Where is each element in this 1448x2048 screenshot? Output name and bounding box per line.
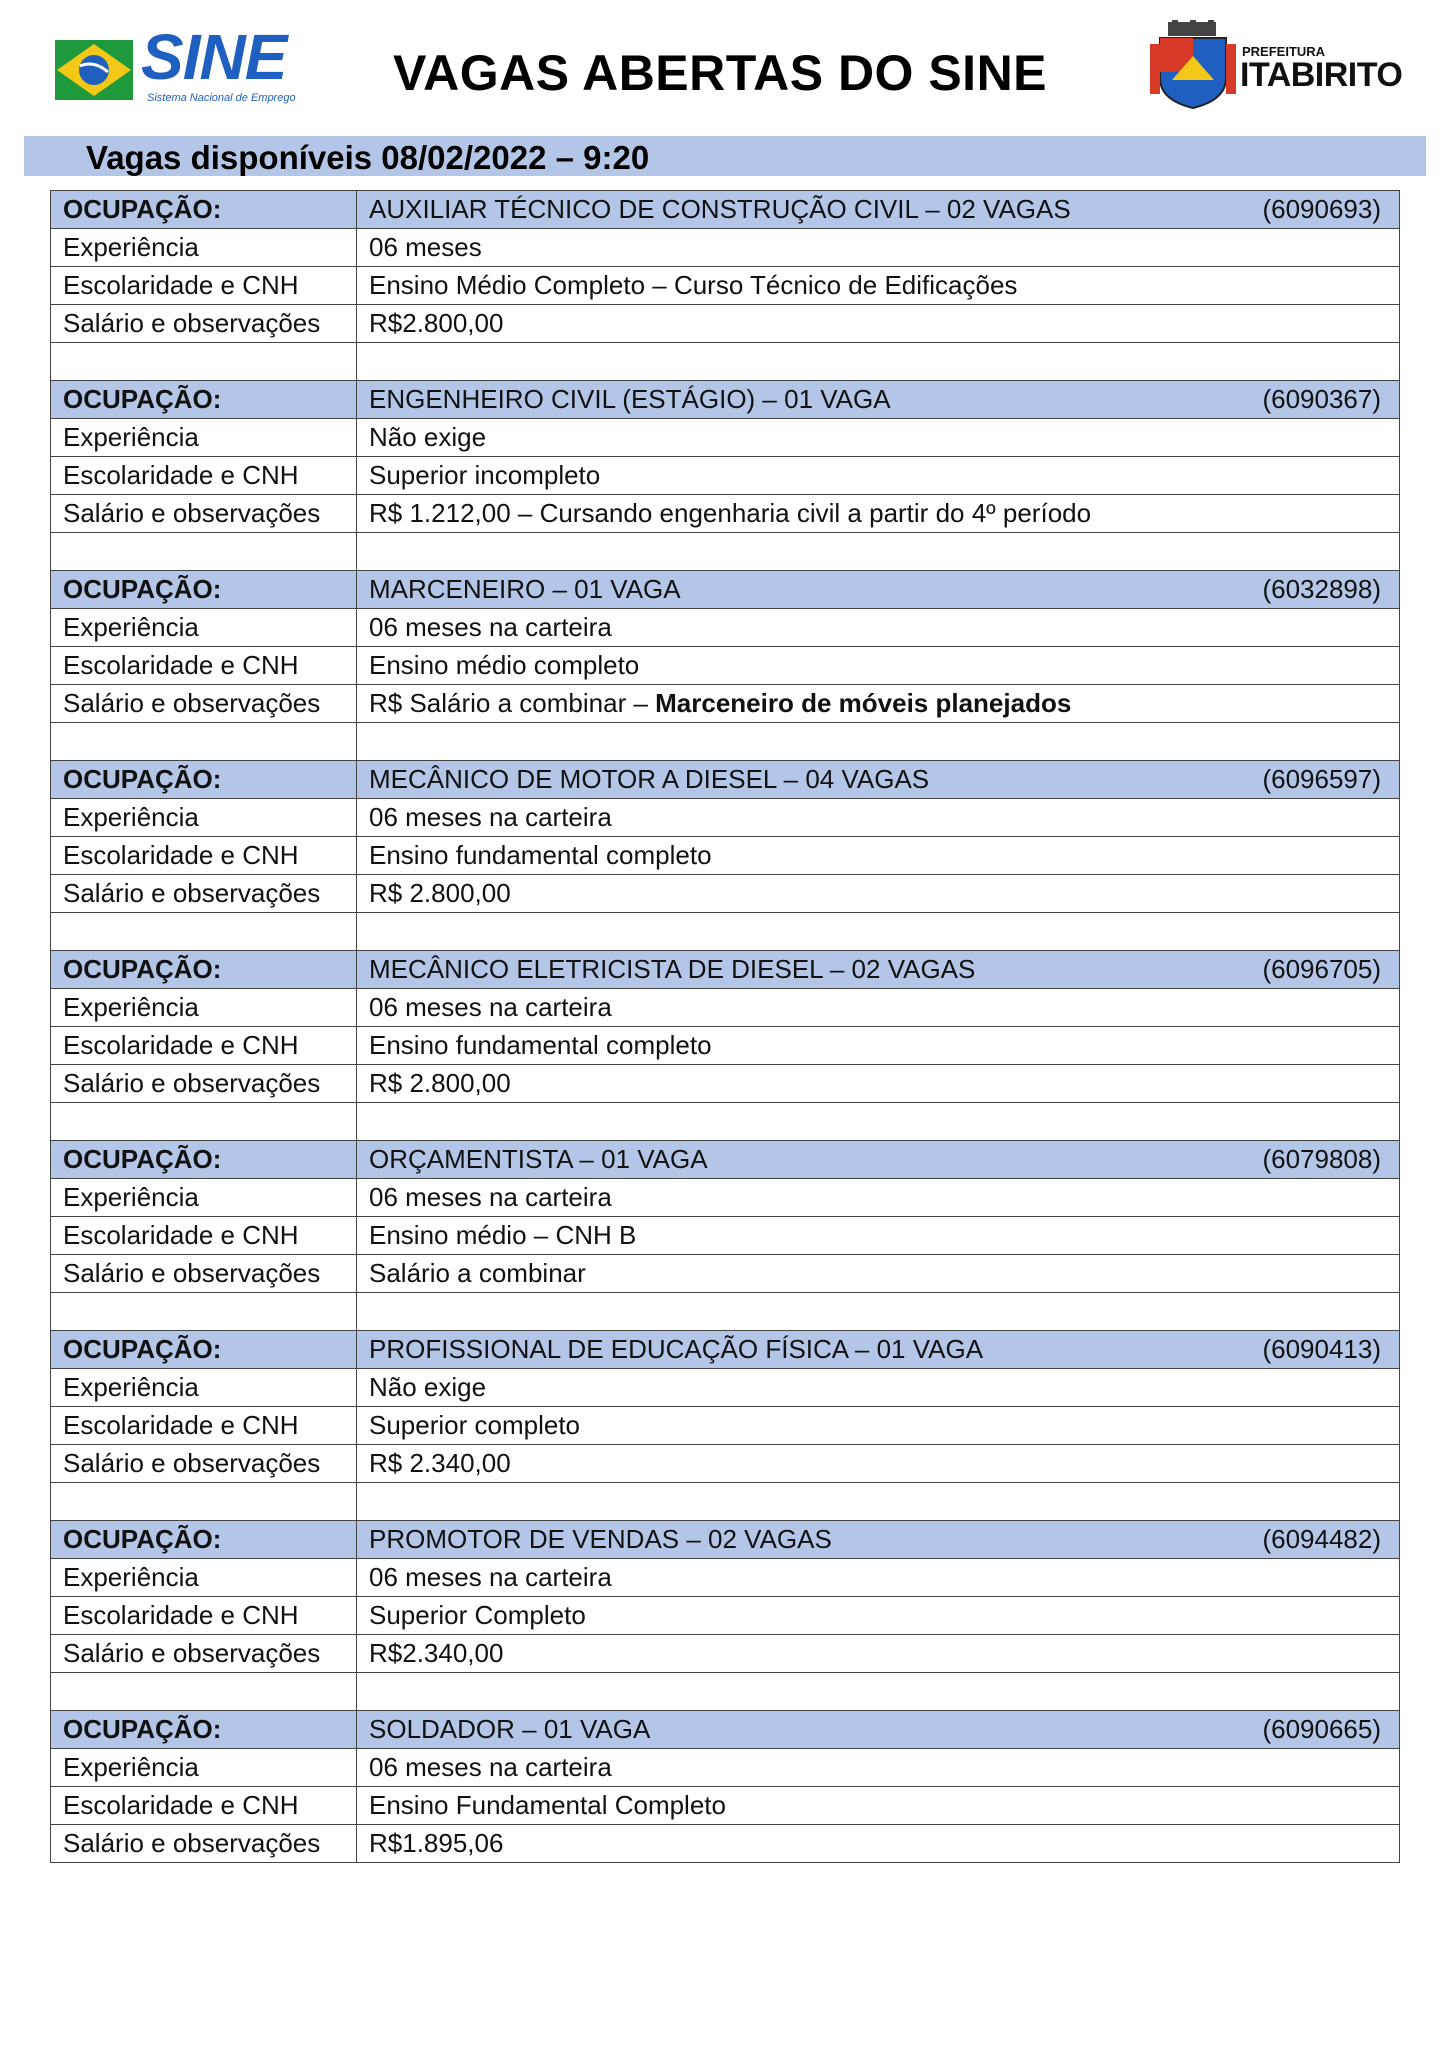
job-spacer-row [51,1293,1400,1331]
experience-label: Experiência [51,1559,357,1597]
job-education-row [51,1597,1400,1635]
spacer-cell [357,343,1400,381]
education-value: Superior incompleto [357,457,1400,495]
job-title: PROMOTOR DE VENDAS – 02 VAGAS [369,1524,832,1554]
job-salary-row [51,685,1400,723]
occupation-label: OCUPAÇÃO: [51,761,357,799]
occupation-value [357,1331,1400,1369]
job-title: MECÂNICO ELETRICISTA DE DIESEL – 02 VAGAS [369,954,976,984]
job-education-row [51,1787,1400,1825]
job-salary-row [51,1635,1400,1673]
spacer-cell [357,1483,1400,1521]
salary-value [357,1825,1400,1863]
salary-value [357,1445,1400,1483]
job-occupation-row [51,571,1400,609]
occupation-value [357,951,1400,989]
job-experience-row [51,1179,1400,1217]
occupation-label: OCUPAÇÃO: [51,1711,357,1749]
education-value: Superior Completo [357,1597,1400,1635]
occupation-label: OCUPAÇÃO: [51,1141,357,1179]
salary-label: Salário e observações [51,1825,357,1863]
spacer-cell [357,533,1400,571]
salary-text: R$ 2.800,00 [369,878,511,908]
job-title: MECÂNICO DE MOTOR A DIESEL – 04 VAGAS [369,764,930,794]
occupation-value-wrap [369,194,1387,225]
job-education-row [51,837,1400,875]
job-occupation-row [51,381,1400,419]
job-title: MARCENEIRO – 01 VAGA [369,574,681,604]
occupation-label: OCUPAÇÃO: [51,571,357,609]
occupation-value-wrap [369,1334,1387,1365]
education-value: Ensino fundamental completo [357,1027,1400,1065]
city-name: ITABIRITO [1240,56,1403,94]
education-value: Ensino Fundamental Completo [357,1787,1400,1825]
occupation-value [357,1141,1400,1179]
occupation-value [357,571,1400,609]
job-occupation-row [51,951,1400,989]
education-label: Escolaridade e CNH [51,1787,357,1825]
prefeitura-label: PREFEITURA [1242,44,1326,59]
experience-value: 06 meses na carteira [357,609,1400,647]
occupation-value [357,191,1400,229]
education-value: Ensino médio completo [357,647,1400,685]
spacer-cell [357,1293,1400,1331]
job-salary-row [51,1255,1400,1293]
spacer-cell [51,723,357,761]
job-salary-row [51,1065,1400,1103]
salary-text: R$1.895,06 [369,1828,504,1858]
occupation-value-wrap [369,1524,1387,1555]
brazil-flag-icon [55,32,135,104]
job-code: (6090367) [1262,384,1381,414]
job-code: (6090413) [1262,1334,1381,1364]
job-title: SOLDADOR – 01 VAGA [369,1714,651,1744]
education-label: Escolaridade e CNH [51,1597,357,1635]
job-experience-row [51,609,1400,647]
job-occupation-row [51,1521,1400,1559]
job-title: AUXILIAR TÉCNICO DE CONSTRUÇÃO CIVIL – 02 VAGAS [369,194,1071,224]
salary-text: Salário a combinar [369,1258,586,1288]
occupation-value-wrap [369,954,1387,985]
salary-value [357,1635,1400,1673]
spacer-cell [51,913,357,951]
salary-text: R$2.340,00 [369,1638,504,1668]
experience-label: Experiência [51,229,357,267]
occupation-value [357,381,1400,419]
sine-logo-subtitle: Sistema Nacional de Emprego [147,92,296,104]
job-experience-row [51,799,1400,837]
job-education-row [51,1027,1400,1065]
job-occupation-row [51,1141,1400,1179]
spacer-cell [51,1483,357,1521]
job-occupation-row [51,1331,1400,1369]
experience-label: Experiência [51,989,357,1027]
experience-value: Não exige [357,419,1400,457]
spacer-cell [357,913,1400,951]
occupation-value-wrap [369,764,1387,795]
job-title: PROFISSIONAL DE EDUCAÇÃO FÍSICA – 01 VAGA [369,1334,984,1364]
job-spacer-row [51,533,1400,571]
job-salary-row [51,875,1400,913]
job-experience-row [51,1749,1400,1787]
job-spacer-row [51,1103,1400,1141]
spacer-cell [357,723,1400,761]
job-spacer-row [51,343,1400,381]
job-code: (6090693) [1262,194,1381,224]
occupation-value-wrap [369,574,1387,605]
experience-value: Não exige [357,1369,1400,1407]
salary-text: R$ 2.340,00 [369,1448,511,1478]
experience-value: 06 meses na carteira [357,799,1400,837]
job-occupation-row [51,761,1400,799]
experience-label: Experiência [51,609,357,647]
spacer-cell [357,1103,1400,1141]
job-salary-row [51,1445,1400,1483]
occupation-label: OCUPAÇÃO: [51,1331,357,1369]
job-code: (6032898) [1262,574,1381,604]
salary-text: R$2.800,00 [369,308,504,338]
job-education-row [51,1217,1400,1255]
salary-note: Marceneiro de móveis planejados [655,688,1072,718]
salary-value [357,305,1400,343]
experience-label: Experiência [51,1179,357,1217]
salary-label: Salário e observações [51,1065,357,1103]
experience-label: Experiência [51,799,357,837]
job-spacer-row [51,913,1400,951]
education-label: Escolaridade e CNH [51,1217,357,1255]
prefeitura-logo [1150,20,1403,112]
jobs-table [50,190,1400,1863]
jobs-table-body [51,191,1400,1863]
education-label: Escolaridade e CNH [51,267,357,305]
city-crest-icon [1150,20,1236,112]
education-label: Escolaridade e CNH [51,457,357,495]
experience-value: 06 meses na carteira [357,1179,1400,1217]
job-spacer-row [51,723,1400,761]
occupation-label: OCUPAÇÃO: [51,951,357,989]
job-experience-row [51,989,1400,1027]
experience-label: Experiência [51,1749,357,1787]
job-experience-row [51,229,1400,267]
job-education-row [51,457,1400,495]
job-spacer-row [51,1483,1400,1521]
education-value: Ensino Médio Completo – Curso Técnico de Edificações [357,267,1400,305]
job-title: ENGENHEIRO CIVIL (ESTÁGIO) – 01 VAGA [369,384,891,414]
occupation-value-wrap [369,1714,1387,1745]
job-occupation-row [51,1711,1400,1749]
occupation-value-wrap [369,384,1387,415]
experience-label: Experiência [51,419,357,457]
job-code: (6096705) [1262,954,1381,984]
salary-value [357,875,1400,913]
education-label: Escolaridade e CNH [51,1027,357,1065]
occupation-label: OCUPAÇÃO: [51,1521,357,1559]
salary-label: Salário e observações [51,305,357,343]
date-banner [24,136,1426,176]
salary-label: Salário e observações [51,1255,357,1293]
job-code: (6079808) [1262,1144,1381,1174]
experience-value: 06 meses [357,229,1400,267]
job-title: ORÇAMENTISTA – 01 VAGA [369,1144,708,1174]
education-value: Ensino médio – CNH B [357,1217,1400,1255]
job-experience-row [51,1559,1400,1597]
salary-text: R$ 2.800,00 [369,1068,511,1098]
spacer-cell [51,533,357,571]
spacer-cell [51,1673,357,1711]
education-label: Escolaridade e CNH [51,1407,357,1445]
experience-value: 06 meses na carteira [357,989,1400,1027]
occupation-value-wrap [369,1144,1387,1175]
experience-value: 06 meses na carteira [357,1749,1400,1787]
date-banner-text: Vagas disponíveis 08/02/2022 – 9:20 [86,139,650,176]
job-spacer-row [51,1673,1400,1711]
salary-value [357,1255,1400,1293]
job-education-row [51,1407,1400,1445]
job-education-row [51,647,1400,685]
job-salary-row [51,305,1400,343]
spacer-cell [357,1673,1400,1711]
salary-text: R$ 1.212,00 – Cursando engenharia civil a partir do 4º período [369,498,1092,528]
job-experience-row [51,1369,1400,1407]
job-code: (6090665) [1262,1714,1381,1744]
experience-label: Experiência [51,1369,357,1407]
salary-label: Salário e observações [51,875,357,913]
salary-label: Salário e observações [51,685,357,723]
job-occupation-row [51,191,1400,229]
job-code: (6094482) [1262,1524,1381,1554]
salary-label: Salário e observações [51,1635,357,1673]
education-value: Superior completo [357,1407,1400,1445]
education-label: Escolaridade e CNH [51,837,357,875]
job-salary-row [51,1825,1400,1863]
spacer-cell [51,1103,357,1141]
salary-value [357,685,1400,723]
education-value: Ensino fundamental completo [357,837,1400,875]
job-education-row [51,267,1400,305]
occupation-label: OCUPAÇÃO: [51,381,357,419]
sine-logo [55,21,305,108]
salary-label: Salário e observações [51,495,357,533]
sine-logo-word: SINE [141,21,287,93]
job-experience-row [51,419,1400,457]
spacer-cell [51,343,357,381]
education-label: Escolaridade e CNH [51,647,357,685]
experience-value: 06 meses na carteira [357,1559,1400,1597]
page-title: VAGAS ABERTAS DO SINE [392,45,1048,101]
job-salary-row [51,495,1400,533]
salary-value [357,495,1400,533]
job-code: (6096597) [1262,764,1381,794]
page-header [0,0,1448,130]
occupation-value [357,1711,1400,1749]
occupation-label: OCUPAÇÃO: [51,191,357,229]
salary-text: R$ Salário a combinar – [369,688,656,718]
salary-label: Salário e observações [51,1445,357,1483]
occupation-value [357,761,1400,799]
occupation-value [357,1521,1400,1559]
salary-value [357,1065,1400,1103]
spacer-cell [51,1293,357,1331]
